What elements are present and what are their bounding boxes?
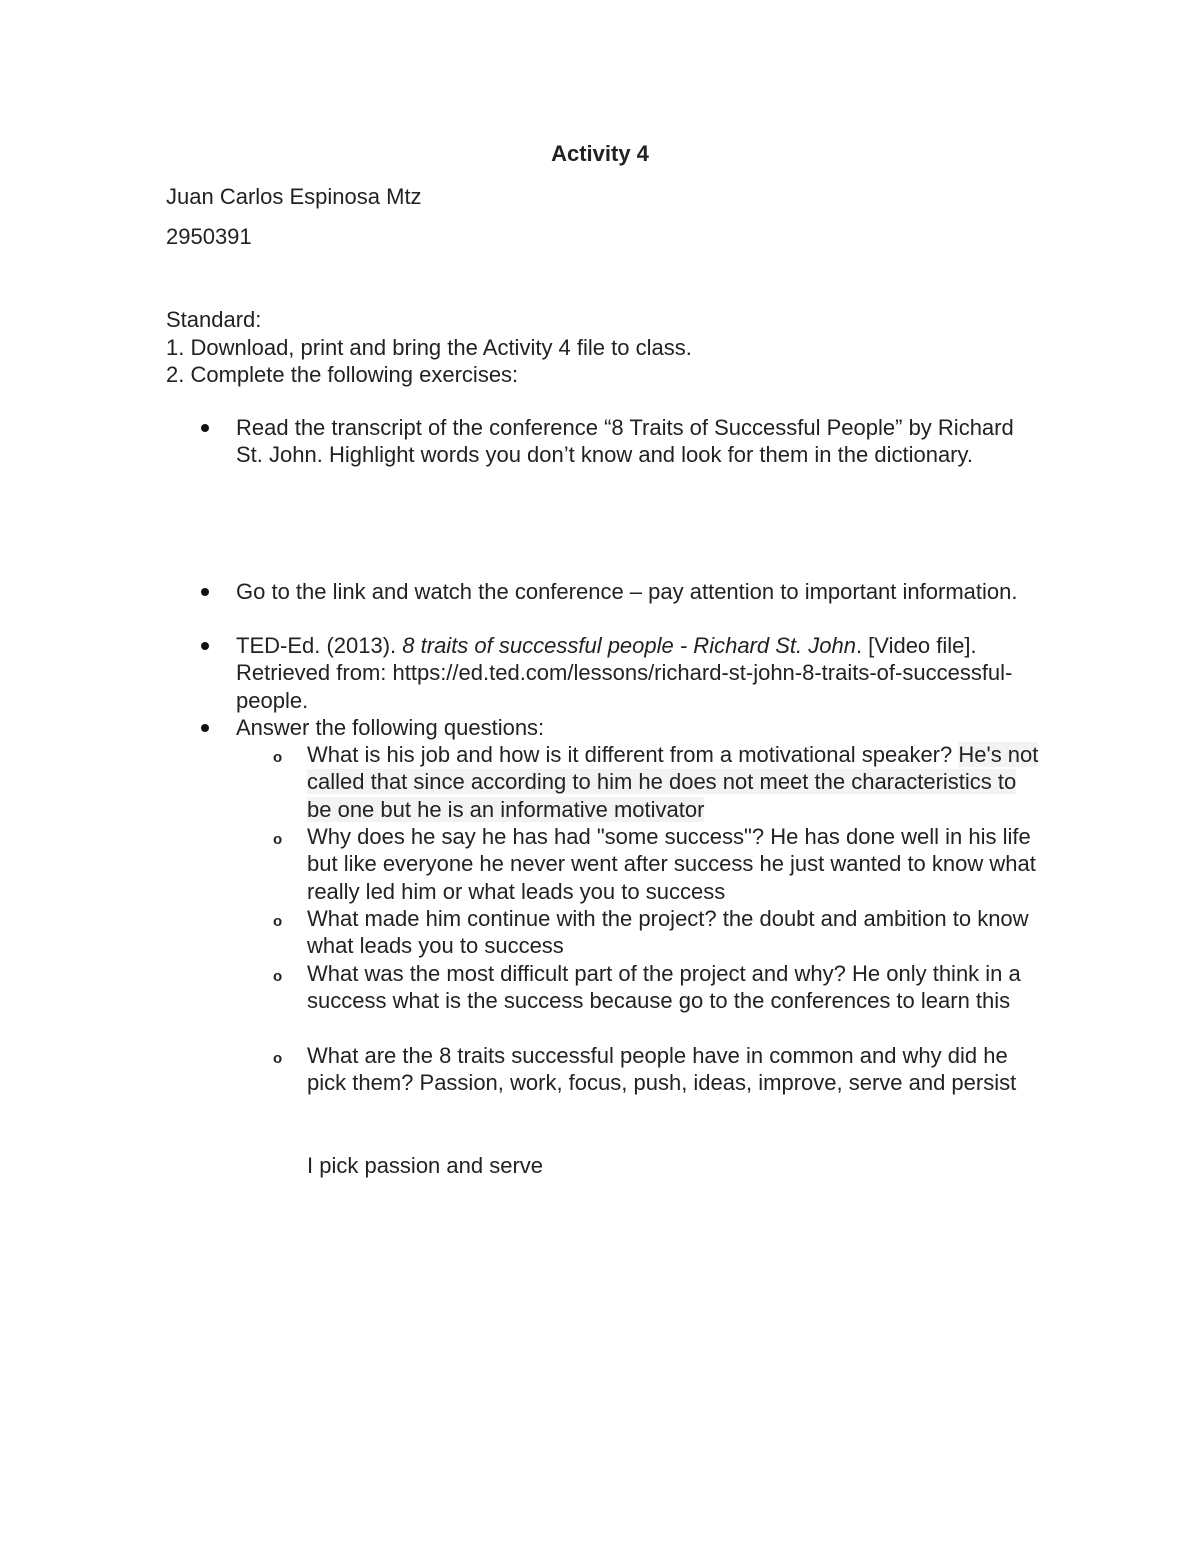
question-text: What made him continue with the project?: [307, 906, 717, 931]
question-item: [307, 905, 1042, 960]
student-id: 2950391: [166, 224, 252, 249]
question-text: Why does he say he has had "some success"?: [307, 824, 765, 849]
bullet-dot: [201, 424, 209, 432]
sub-bullet-marker: o: [273, 913, 283, 930]
answer-text: He only think in a success what is the success because go to the conferences to learn this: [307, 961, 1021, 1014]
reference-suffix: . [Video file]. Retrieved from: https://ed.ted.com/lessons/richard-st-john-8-traits-of-successful-people.: [236, 633, 1013, 713]
question-item: [307, 741, 1042, 823]
bullet-dot: [201, 642, 209, 650]
standard-label: Standard:: [166, 307, 262, 332]
sub-bullet-marker: o: [273, 831, 283, 848]
student-name: Juan Carlos Espinosa Mtz: [166, 184, 422, 209]
answer-text: He has done well in his life but like everyone he never went after success he just wanted to know what really led him or what leads you to success: [307, 824, 1036, 904]
bullet-dot: [201, 588, 209, 596]
reference-title: 8 traits of successful people - Richard St. John: [402, 633, 856, 658]
question-text: What are the 8 traits successful people have in common and why did he pick them?: [307, 1043, 1008, 1096]
page-title: Activity 4: [551, 141, 649, 166]
bullet-read-transcript: Read the transcript of the conference “8 Traits of Successful People” by Richard St. John. Highlight words you don’t know and look for them in the dictionary.: [236, 415, 1014, 468]
question-item: [307, 1042, 1042, 1097]
question-text: What was the most difficult part of the project and why?: [307, 961, 846, 986]
sub-bullet-marker: o: [273, 749, 283, 766]
bullet-answer-questions: Answer the following questions:: [236, 715, 545, 740]
answer-text: He's not called that since according to him he does not meet the characteristics to be one but he is an informative motivator: [307, 742, 1039, 822]
step-complete: 2. Complete the following exercises:: [166, 362, 519, 387]
closing-answer: I pick passion and serve: [307, 1153, 544, 1178]
bullet-dot: [201, 724, 209, 732]
sub-bullet-marker: o: [273, 1050, 283, 1067]
question-item: [307, 960, 1042, 1015]
question-text: What is his job and how is it different from a motivational speaker?: [307, 742, 953, 767]
question-item: [307, 823, 1042, 905]
answer-text: the doubt and ambition to know what leads you to success: [307, 906, 1029, 959]
reference-prefix: TED-Ed. (2013).: [236, 633, 403, 658]
bullet-reference: [236, 632, 1036, 714]
answer-text: Passion, work, focus, push, ideas, improve, serve and persist: [419, 1070, 1017, 1096]
step-download: 1. Download, print and bring the Activity 4 file to class.: [166, 335, 692, 360]
sub-bullet-marker: o: [273, 968, 283, 985]
bullet-watch-link: Go to the link and watch the conference – pay attention to important information.: [236, 579, 1018, 604]
